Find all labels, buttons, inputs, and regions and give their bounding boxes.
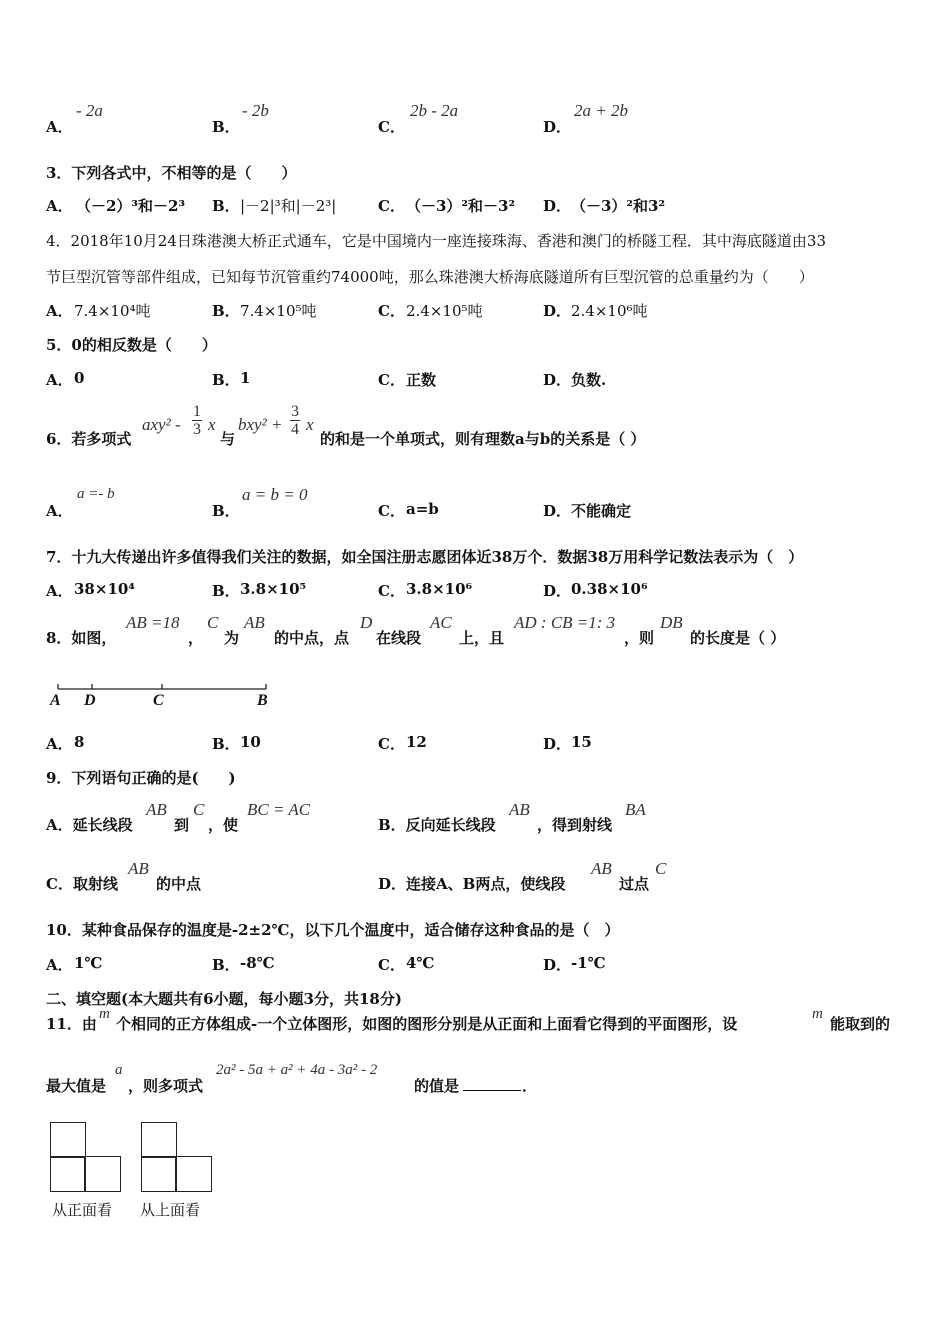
q2-option-a-label: A． — [46, 118, 73, 136]
q6-poly2: bxy² + — [238, 415, 283, 434]
q10-option-c-text: 4℃ — [406, 954, 435, 972]
q9-option-c-p2: 的中点 — [156, 875, 202, 893]
q9-option-c-p1: C．取射线 — [46, 875, 118, 893]
q9-option-a-m1: AB — [146, 800, 167, 819]
q6-var1: x — [208, 415, 216, 434]
q10-option-a-text: 1℃ — [74, 954, 103, 972]
front-view-cell — [50, 1122, 86, 1158]
q4-option-a-text: 7.4×10⁴吨 — [74, 302, 151, 320]
q11-math-m1: m — [99, 1006, 110, 1022]
q11-math-m2: m — [812, 1006, 823, 1022]
q6-option-b-text: a = b = 0 — [242, 485, 308, 504]
q8-math-ratio: AD : CB =1: 3 — [514, 613, 616, 632]
q6-frac2 — [290, 403, 300, 438]
q8-figure-label-d: D — [84, 692, 96, 709]
q6-option-c-label: C． — [378, 502, 405, 520]
q7-option-a-label: A． — [46, 582, 73, 600]
q5-option-b-label: B． — [212, 371, 240, 389]
q6-frac1-denominator: 3 — [193, 421, 201, 438]
q5-option-b-text: 1 — [240, 369, 251, 387]
q4-option-c-label: C． — [378, 302, 405, 320]
q3-option-d-label: D． — [543, 197, 572, 215]
q2-option-d-expr: 2a + 2b — [574, 101, 628, 120]
q8-option-c-label: C． — [378, 735, 405, 753]
q8-figure-label-a: A — [50, 692, 61, 709]
q2-option-c-expr: 2b - 2a — [410, 101, 459, 120]
q9-option-a-p1: A．延长线段 — [46, 816, 133, 834]
q8-math-db: DB — [660, 613, 683, 632]
q5-option-a-text: 0 — [74, 369, 85, 387]
q4-option-a-label: A． — [46, 302, 73, 320]
q3-option-d-text: （－3）²和3² — [571, 197, 666, 215]
q6-stem-mid: 与 — [220, 430, 236, 448]
q9-option-d-m1: AB — [591, 859, 612, 878]
q6-stem-prefix: 6．若多项式 — [46, 430, 132, 448]
q5-stem: 5．0的相反数是（ ） — [46, 336, 217, 354]
q5-option-a-label: A． — [46, 371, 73, 389]
q5-option-d-label: D． — [543, 371, 572, 389]
q11-stem-p3: 能取到的 — [830, 1015, 891, 1033]
q8-stem-p6: 上，且 — [459, 629, 505, 647]
q3-option-c-text: （－3）²和－3² — [406, 197, 516, 215]
q11-answer-blank[interactable] — [463, 1078, 521, 1091]
q8-option-d-text: 15 — [571, 733, 592, 751]
q9-option-b-p1: B．反向延长线段 — [378, 816, 496, 834]
q2-option-d-label: D． — [543, 118, 572, 136]
q8-stem-p7: ，则 — [624, 629, 655, 647]
q8-option-a-text: 8 — [74, 733, 85, 751]
q10-option-a-label: A． — [46, 956, 73, 974]
q6-option-d-label: D． — [543, 502, 572, 520]
q8-stem-p8: 的长度是（ ） — [690, 629, 786, 647]
q4-option-d-label: D． — [543, 302, 572, 320]
q6-var2: x — [306, 415, 314, 434]
q10-stem: 10．某种食品保存的温度是-2±2℃，以下几个温度中，适合储存这种食品的是（ ） — [46, 921, 620, 939]
q5-option-d-text: 负数. — [571, 371, 607, 389]
q6-frac1-numerator: 1 — [193, 403, 201, 420]
q7-option-c-text: 3.8×10⁶ — [406, 580, 473, 598]
q8-figure-label-c: C — [153, 692, 164, 709]
q11-math-a: a — [115, 1062, 123, 1078]
q4-option-b-label: B． — [212, 302, 240, 320]
q9-option-d-m2: C — [655, 859, 667, 878]
q11-polynomial: 2a² - 5a + a² + 4a - 3a² - 2 — [216, 1062, 378, 1078]
q6-option-a-text: a =- b — [77, 486, 115, 502]
front-view-cell — [50, 1156, 86, 1192]
q9-option-b-m2: BA — [625, 800, 646, 819]
q8-math-ac: AC — [430, 613, 452, 632]
q8-option-a-label: A． — [46, 735, 73, 753]
q5-option-c-text: 正数 — [406, 371, 437, 389]
q9-option-a-p2: 到 — [174, 816, 190, 834]
q6-frac2-denominator: 4 — [291, 421, 299, 438]
q6-option-d-text: 不能确定 — [571, 502, 632, 520]
q8-math-ab: AB — [244, 613, 265, 632]
q11-stem-p2: 个相同的正方体组成-一个立体图形，如图的图形分别是从正面和上面看它得到的平面图形，设 — [116, 1015, 738, 1033]
top-view-cell — [175, 1156, 212, 1192]
q8-figure-label-b: B — [257, 692, 268, 709]
q11-stem-p1: 11．由 — [46, 1015, 97, 1033]
q6-option-c-text: a=b — [406, 500, 439, 518]
q8-stem-p1: 8．如图， — [46, 629, 117, 647]
q8-math-c: C — [207, 613, 219, 632]
q6-stem-suffix: 的和是一个单项式，则有理数a与b的关系是（ ） — [320, 430, 646, 448]
q10-option-b-label: B． — [212, 956, 240, 974]
q10-option-c-label: C． — [378, 956, 405, 974]
q11-stem-p7: ． — [522, 1077, 538, 1095]
q7-stem: 7．十九大传递出许多值得我们关注的数据，如全国注册志愿团体近38万个．数据38万用科学记数法表示为（ ） — [46, 548, 804, 566]
q3-stem: 3．下列各式中，不相等的是（ ） — [46, 164, 297, 182]
q7-option-c-label: C． — [378, 582, 405, 600]
section-2-heading: 二、填空题(本大题共有6小题，每小题3分，共18分) — [46, 990, 402, 1008]
q5-option-c-label: C． — [378, 371, 405, 389]
q4-stem-line1: 4．2018年10月24日珠港澳大桥正式通车，它是中国境内一座连接珠海、香港和澳门的桥隧工程．其中海底隧道由33 — [46, 232, 826, 250]
q11-front-view-label: 从正面看 — [52, 1201, 113, 1219]
q4-stem-line2: 节巨型沉管等部件组成，已知每节沉管重约74000吨，那么珠港澳大桥海底隧道所有巨型沉管的总重量约为（ ） — [46, 268, 814, 286]
q3-option-b-text: |－2|³和|－2³| — [240, 197, 337, 215]
q9-option-a-m2: C — [193, 800, 205, 819]
q6-option-b-label: B． — [212, 502, 240, 520]
q7-option-b-label: B． — [212, 582, 240, 600]
q9-option-b-p2: ，得到射线 — [537, 816, 613, 834]
q11-stem-p6: 的值是 — [414, 1077, 460, 1095]
q2-option-b-label: B． — [212, 118, 240, 136]
q2-option-a-expr: - 2a — [76, 101, 103, 120]
q7-option-d-label: D． — [543, 582, 572, 600]
q8-stem-p3: 为 — [224, 629, 240, 647]
top-view-cell — [141, 1156, 177, 1192]
q10-option-b-text: -8℃ — [240, 954, 275, 972]
q9-option-d-p1: D．连接A、B两点，使线段 — [378, 875, 566, 893]
front-view-cell — [84, 1156, 121, 1192]
q3-option-b-label: B． — [212, 197, 240, 215]
q8-option-b-text: 10 — [240, 733, 261, 751]
q7-option-a-text: 38×10⁴ — [74, 580, 135, 598]
q2-option-b-expr: - 2b — [242, 101, 269, 120]
q3-option-c-label: C． — [378, 197, 405, 215]
q9-option-a-m3: BC = AC — [247, 800, 311, 819]
q11-stem-p5: ，则多项式 — [128, 1077, 204, 1095]
q8-option-c-text: 12 — [406, 733, 427, 751]
q6-option-a-label: A． — [46, 502, 73, 520]
top-view-cell — [141, 1122, 177, 1158]
q6-frac1 — [192, 403, 202, 438]
q7-option-d-text: 0.38×10⁶ — [571, 580, 648, 598]
q8-math-d: D — [360, 613, 373, 632]
q8-math-ab18: AB =18 — [126, 613, 180, 632]
q10-option-d-label: D． — [543, 956, 572, 974]
q2-option-c-label: C． — [378, 118, 405, 136]
q9-option-a-p3: ，使 — [208, 816, 239, 834]
q4-option-b-text: 7.4×10⁵吨 — [240, 302, 317, 320]
q8-stem-p2: ， — [188, 629, 204, 647]
q3-option-a-label: A． — [46, 197, 73, 215]
q9-stem: 9．下列语句正确的是( ) — [46, 769, 236, 787]
q8-stem-p5: 在线段 — [376, 629, 422, 647]
q8-stem-p4: 的中点，点 — [274, 629, 350, 647]
q3-option-a-text: （－2）³和－2³ — [76, 197, 186, 215]
q6-poly1: axy² - — [142, 415, 181, 434]
q11-top-view-label: 从上面看 — [140, 1201, 201, 1219]
q11-stem-p4: 最大值是 — [46, 1077, 107, 1095]
q4-option-c-text: 2.4×10⁵吨 — [406, 302, 483, 320]
q6-frac2-numerator: 3 — [291, 403, 299, 420]
q9-option-b-m1: AB — [509, 800, 530, 819]
q9-option-c-m1: AB — [128, 859, 149, 878]
q7-option-b-text: 3.8×10⁵ — [240, 580, 307, 598]
q10-option-d-text: -1℃ — [571, 954, 606, 972]
q8-option-b-label: B． — [212, 735, 240, 753]
q4-option-d-text: 2.4×10⁶吨 — [571, 302, 648, 320]
q9-option-d-p2: 过点 — [619, 875, 650, 893]
q8-segment-figure — [46, 676, 286, 716]
q8-option-d-label: D． — [543, 735, 572, 753]
